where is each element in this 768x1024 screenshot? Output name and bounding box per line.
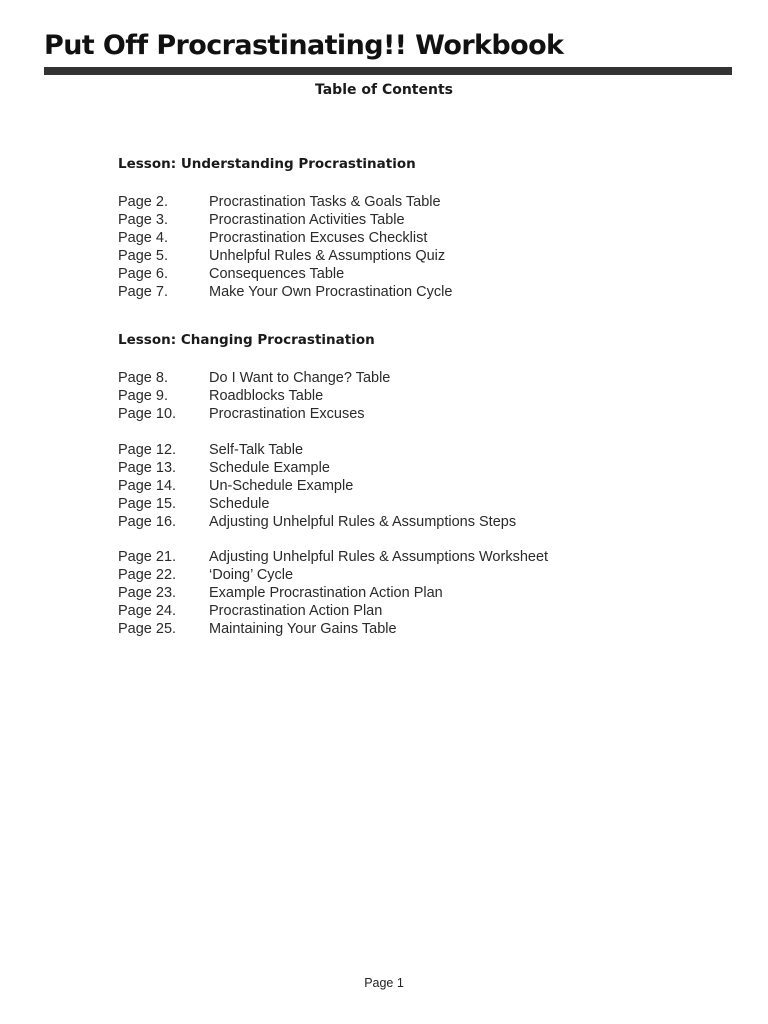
toc-entry-title: Adjusting Unhelpful Rules & Assumptions Worksheet (209, 549, 549, 565)
toc-page-number: Page 4. (118, 230, 168, 246)
toc-entry-title: Consequences Table (209, 266, 345, 282)
title-divider (44, 67, 732, 75)
toc-entry-title: ‘Doing’ Cycle (209, 567, 294, 583)
toc-page-number: Page 7. (118, 284, 168, 300)
toc-entry-title: Unhelpful Rules & Assumptions Quiz (209, 248, 446, 264)
toc-page-number: Page 12. (118, 442, 177, 458)
toc-entry-title: Procrastination Action Plan (209, 603, 383, 619)
toc-entry-title: Procrastination Excuses (209, 406, 365, 422)
toc-entry-title: Make Your Own Procrastination Cycle (209, 284, 453, 300)
toc-page-number: Page 23. (118, 585, 177, 601)
toc-page-number: Page 5. (118, 248, 168, 264)
toc-page-number: Page 14. (118, 478, 177, 494)
toc-page-number: Page 13. (118, 460, 177, 476)
toc-page-number: Page 15. (118, 496, 177, 512)
lesson-heading-changing: Lesson: Changing Procrastination (118, 332, 375, 348)
toc-page-number: Page 24. (118, 603, 177, 619)
toc-page-number: Page 16. (118, 514, 177, 530)
toc-page-number: Page 6. (118, 266, 168, 282)
toc-entry-title: Un-Schedule Example (209, 478, 354, 494)
toc-entry-title: Schedule (209, 496, 270, 512)
toc-entry-title: Schedule Example (209, 460, 330, 476)
toc-entry-title: Adjusting Unhelpful Rules & Assumptions Steps (209, 514, 517, 530)
toc-page-number: Page 22. (118, 567, 177, 583)
toc-entry-title: Example Procrastination Action Plan (209, 585, 443, 601)
toc-page-number: Page 21. (118, 549, 177, 565)
toc-heading: Table of Contents (314, 82, 453, 98)
toc-entry-title: Procrastination Excuses Checklist (209, 230, 428, 246)
toc-entry-title: Procrastination Tasks & Goals Table (209, 194, 441, 210)
toc-page-number: Page 8. (118, 370, 168, 386)
toc-page-number: Page 10. (118, 406, 177, 422)
toc-entry-title: Roadblocks Table (209, 388, 324, 404)
toc-page-number: Page 25. (118, 621, 177, 637)
page-number-footer: Page 1 (364, 976, 404, 990)
toc-page-number: Page 2. (118, 194, 168, 210)
toc-entry-title: Procrastination Activities Table (209, 212, 405, 228)
toc-entry-title: Maintaining Your Gains Table (209, 621, 397, 637)
document-title: Put Off Procrastinating!! Workbook (44, 30, 564, 61)
toc-page-number: Page 9. (118, 388, 168, 404)
lesson-heading-understanding: Lesson: Understanding Procrastination (118, 156, 416, 172)
toc-page-number: Page 3. (118, 212, 168, 228)
toc-entry-title: Self-Talk Table (209, 442, 304, 458)
toc-entry-title: Do I Want to Change? Table (209, 370, 391, 386)
